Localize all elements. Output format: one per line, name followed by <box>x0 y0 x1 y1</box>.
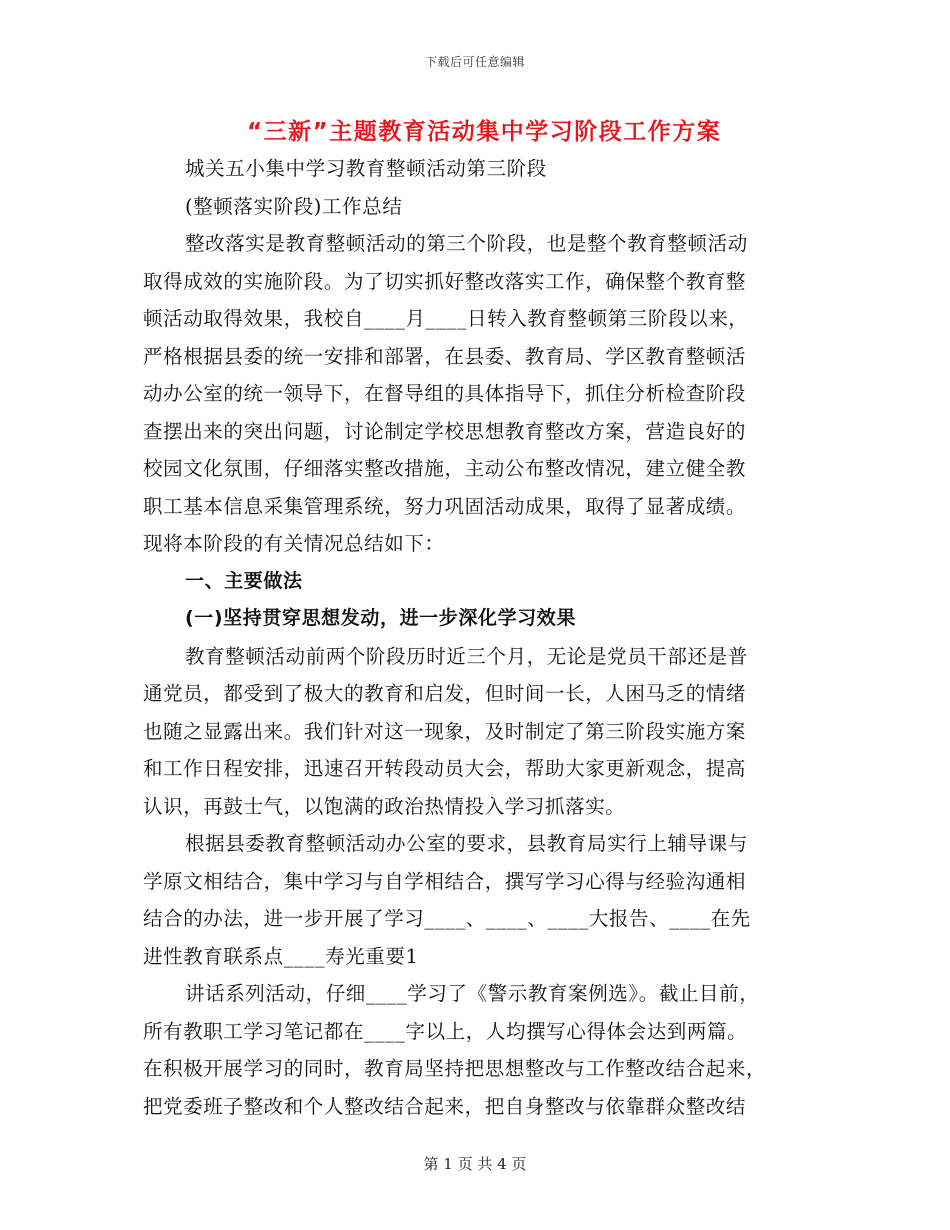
body-line: 城关五小集中学习教育整顿活动第三阶段 <box>185 157 547 180</box>
body-line: 校园文化氛围，仔细落实整改措施，主动公布整改情况，建立健全教 <box>143 457 747 480</box>
body-line: 通党员，都受到了极大的教育和启发，但时间一长，人困马乏的情绪 <box>143 682 747 705</box>
body-line: 讲话系列活动，仔细____学习了《警示教育案例选》。截止目前， <box>185 982 760 1005</box>
body-line: 教育整顿活动前两个阶段历时近三个月，无论是党员干部还是普 <box>185 644 748 668</box>
page-header-note: 下载后可任意编辑 <box>424 55 525 69</box>
body-line: 把党委班子整改和个人整改结合起来，把自身整改与依靠群众整改结 <box>143 1094 747 1118</box>
body-line: 也随之显露出来。我们针对这一现象，及时制定了第三阶段实施方案 <box>143 719 747 743</box>
body-line: 学原文相结合，集中学习与自学相结合，撰写学习心得与经验沟通相 <box>143 869 747 893</box>
body-line: 和工作日程安排，迅速召开转段动员大会，帮助大家更新观念，提高 <box>143 757 747 780</box>
page-number-footer: 第 1 页 共 4 页 <box>423 1155 527 1173</box>
body-line: (整顿落实阶段)工作总结 <box>185 194 403 218</box>
body-line: 动办公室的统一领导下，在督导组的具体指导下，抓住分析检查阶段 <box>143 382 747 405</box>
body-line: 查摆出来的突出问题，讨论制定学校思想教育整改方案，营造良好的 <box>143 419 747 443</box>
subsection-heading: (一)坚持贯穿思想发动，进一步深化学习效果 <box>185 607 576 629</box>
body-line: 结合的办法，进一步开展了学习____、____、____大报告、____在先 <box>143 907 751 930</box>
body-line: 现将本阶段的有关情况总结如下： <box>143 532 445 555</box>
body-line: 认识，再鼓士气，以饱满的政治热情投入学习抓落实。 <box>143 794 626 818</box>
body-line: 职工基本信息采集管理系统，努力巩固活动成果，取得了显著成绩。 <box>143 494 747 518</box>
body-line: 所有教职工学习笔记都在____字以上，人均撰写心得体会达到两篇。 <box>143 1019 748 1043</box>
body-line: 取得成效的实施阶段。为了切实抓好整改落实工作，确保整个教育整 <box>143 269 747 293</box>
body-line: 在积极开展学习的同时，教育局坚持把思想整改与工作整改结合起来， <box>143 1057 767 1080</box>
body-line: 根据县委教育整顿活动办公室的要求，县教育局实行上辅导课与 <box>185 832 748 855</box>
document-title: “三新”主题教育活动集中学习阶段工作方案 <box>247 119 722 145</box>
section-heading: 一、主要做法 <box>185 569 303 592</box>
body-line: 整改落实是教育整顿活动的第三个阶段，也是整个教育整顿活动 <box>185 232 748 255</box>
body-line: 顿活动取得效果，我校自____月____日转入教育整顿第三阶段以来， <box>143 307 749 330</box>
document-body <box>143 150 808 1125</box>
body-line: 进性教育联系点____寿光重要1 <box>143 944 419 968</box>
body-line: 严格根据县委的统一安排和部署，在县委、教育局、学区教育整顿活 <box>143 344 747 368</box>
